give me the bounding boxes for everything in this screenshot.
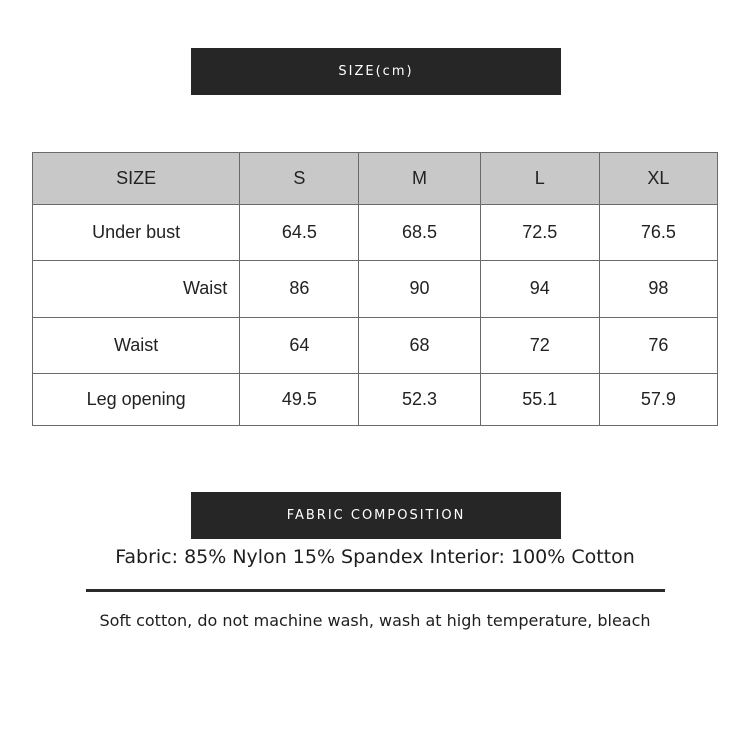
table-row	[33, 205, 718, 261]
table-header-row	[33, 153, 718, 205]
value-cell: 57.9	[599, 373, 717, 425]
value-cell: 68.5	[359, 205, 480, 261]
value-cell: 49.5	[240, 373, 359, 425]
row-label: Waist	[33, 261, 240, 317]
value-cell: 52.3	[359, 373, 480, 425]
value-cell: 55.1	[480, 373, 599, 425]
value-cell: 86	[240, 261, 359, 317]
header-cell-m: M	[359, 153, 480, 205]
table-row	[33, 373, 718, 425]
header-cell-size: SIZE	[33, 153, 240, 205]
table-row	[33, 261, 718, 317]
value-cell: 98	[599, 261, 717, 317]
value-cell: 68	[359, 317, 480, 373]
value-cell: 64.5	[240, 205, 359, 261]
size-chart-table	[32, 152, 718, 426]
value-cell: 76.5	[599, 205, 717, 261]
value-cell: 90	[359, 261, 480, 317]
table-row	[33, 317, 718, 373]
row-label: Under bust	[33, 205, 240, 261]
size-banner	[191, 48, 561, 95]
header-cell-l: L	[480, 153, 599, 205]
fabric-banner-title: FABRIC COMPOSITION	[286, 508, 466, 523]
care-instructions-text: Soft cotton, do not machine wash, wash at high temperature, bleach	[99, 611, 651, 630]
header-cell-xl: XL	[599, 153, 717, 205]
value-cell: 64	[240, 317, 359, 373]
row-label: Leg opening	[33, 373, 240, 425]
header-cell-s: S	[240, 153, 359, 205]
value-cell: 94	[480, 261, 599, 317]
value-cell: 72.5	[480, 205, 599, 261]
fabric-composition-text: Fabric: 85% Nylon 15% Spandex Interior: 100% Cotton	[115, 546, 635, 568]
row-label: Waist	[33, 317, 240, 373]
fabric-composition-banner	[191, 492, 561, 539]
size-banner-title: SIZE(cm)	[338, 64, 414, 79]
value-cell: 72	[480, 317, 599, 373]
value-cell: 76	[599, 317, 717, 373]
divider	[86, 589, 665, 592]
